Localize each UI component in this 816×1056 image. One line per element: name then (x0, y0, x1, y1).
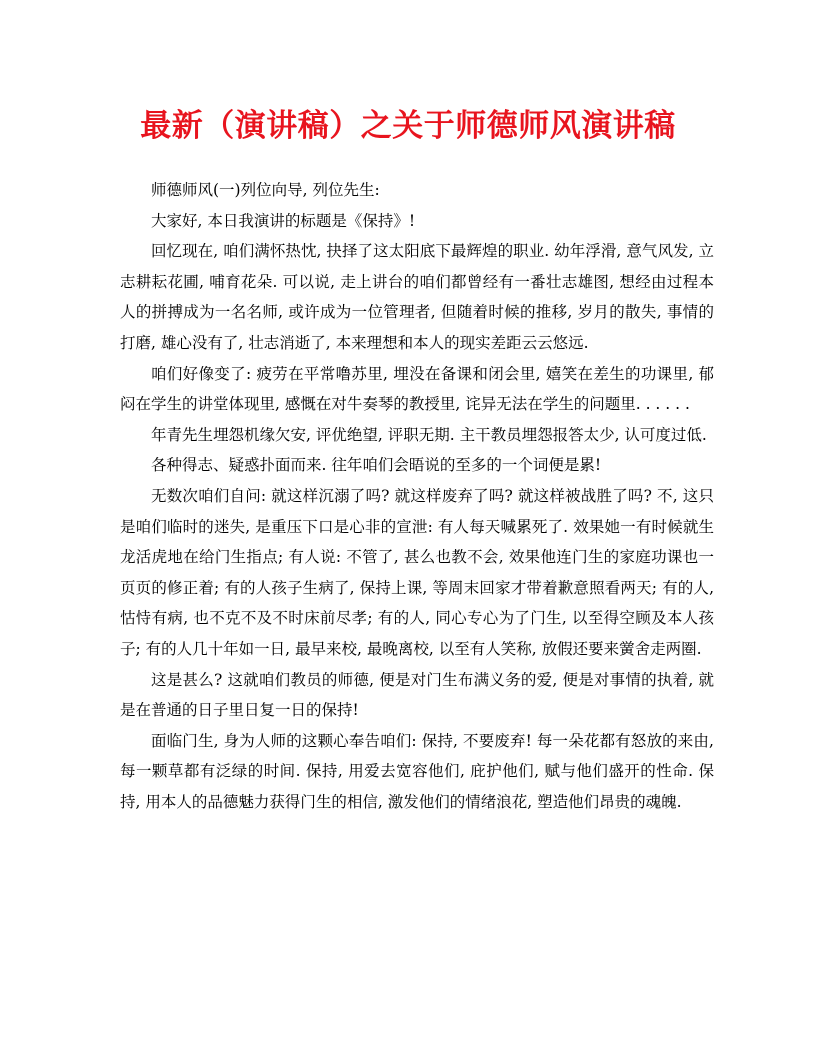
paragraph: 咱们好像变了: 疲劳在平常噜苏里, 埋没在备课和闭会里, 嬉笑在差生的功课里, 郁闷在学生的讲堂体现里, 感慨在对牛奏琴的教授里, 诧异无法在学生的问题里. . . . . . (120, 364, 714, 414)
document-title: 最新（演讲稿）之关于师德师风演讲稿 (140, 108, 676, 144)
paragraph: 各种得志、疑惑扑面而来. 往年咱们会晤说的至多的一个词便是累! (151, 456, 602, 475)
paragraph: 回忆现在, 咱们满怀热忱, 抉择了这太阳底下最辉煌的职业. 幼年浮滑, 意气风发, 立志耕耘花圃, 哺育花朵. 可以说, 走上讲台的咱们都曾经有一番壮志雄图, 想经由过程本人的拼搏成为一名名师, 或许成为一位管理者, 但随着时候的推移, 岁月的散失, 事情的打磨, 雄心没有了, 壮志消逝了, 本来理想和本人的现实差距云云悠远. (120, 242, 714, 352)
paragraph: 大家好, 本日我演讲的标题是《保持》! (151, 211, 416, 230)
paragraph: 面临门生, 身为人师的这颗心奉告咱们: 保持, 不要废弃! 每一朵花都有怒放的来由, 每一颗草都有泛绿的时间. 保持, 用爱去宽容他们, 庇护他们, 赋与他们盛开的性命. 保持, 用本人的品德魅力获得门生的相信, 激发他们的情绪浪花, 塑造他们昂贵的魂魄. (120, 731, 714, 811)
paragraph: 无数次咱们自问: 就这样沉溺了吗? 就这样废弃了吗? 就这样被战胜了吗? 不, 这只是咱们临时的迷失, 是重压下口是心非的宣泄: 有人每天喊累死了. 效果她一有时候就生龙活虎地在给门生指点; 有人说: 不管了, 甚么也教不会, 效果他连门生的家庭功课也一页页的修正着; 有的人孩子生病了, 保持上课, 等周末回家才带着歉意照看两天; 有的人, 怙恃有病, 也不克不及不时床前尽孝; 有的人, 同心专心为了门生, 以至得空顾及本人孩子; 有的人几十年如一日, 最早来校, 最晚离校, 以至有人笑称, 放假还要来黉舍走两圈. (120, 486, 714, 658)
paragraph: 师德师风(一)列位向导, 列位先生: (151, 181, 380, 199)
document-body (120, 175, 714, 817)
paragraph: 这是甚么? 这就咱们教员的师德, 便是对门生布满义务的爱, 便是对事情的执着, 就是在普通的日子里日复一日的保持! (120, 670, 714, 720)
paragraph: 年青先生埋怨机缘欠安, 评优绝望, 评职无期. 主干教员埋怨报答太少, 认可度过低. (151, 425, 707, 444)
